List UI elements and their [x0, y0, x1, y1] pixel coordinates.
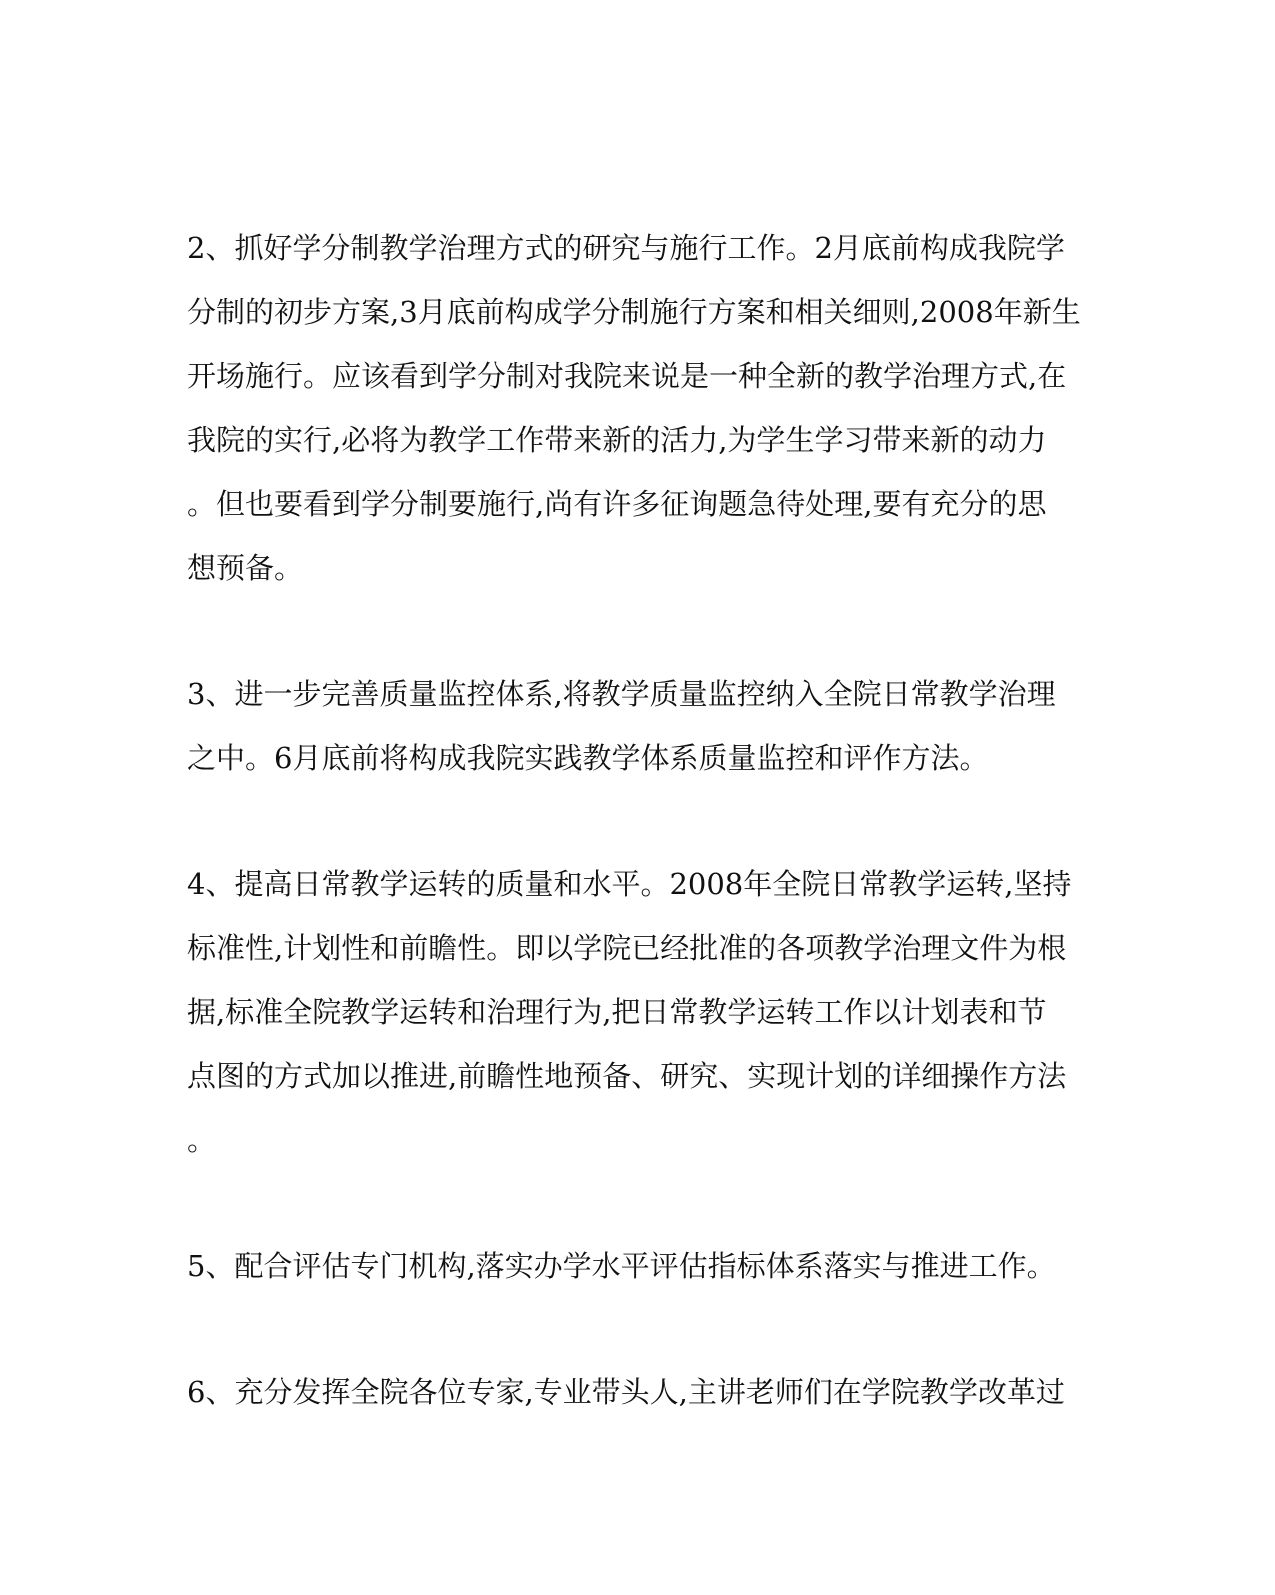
document-body	[187, 216, 1081, 1424]
text-line: 据,标准全院教学运转和治理行为,把日常教学运转工作以计划表和节	[187, 995, 1047, 1029]
text-line: 开场施行。应该看到学分制对我院来说是一种全新的教学治理方式,在	[187, 359, 1067, 393]
text-line: 我院的实行,必将为教学工作带来新的活力,为学生学习带来新的动力	[187, 423, 1047, 457]
paragraph-gap	[187, 1298, 1067, 1360]
text-line: 想预备。	[187, 551, 304, 585]
text-line: 5、配合评估专门机构,落实办学水平评估指标体系落实与推进工作。	[187, 1249, 1056, 1283]
text-line: 点图的方式加以推进,前瞻性地预备、研究、实现计划的详细操作方法	[187, 1059, 1067, 1093]
paragraph-item-4	[187, 852, 1072, 1172]
paragraph-item-3	[187, 662, 1067, 790]
paragraph-gap	[187, 1172, 1067, 1234]
text-line: 。	[187, 1123, 217, 1157]
paragraph-gap	[187, 790, 1067, 852]
paragraph-gap	[187, 600, 1067, 662]
text-line: 。但也要看到学分制要施行,尚有许多征询题急待处理,要有充分的思	[187, 487, 1047, 521]
text-line: 6、充分发挥全院各位专家,专业带头人,主讲老师们在学院教学改革过	[187, 1375, 1065, 1409]
text-line: 标准性,计划性和前瞻性。即以学院已经批准的各项教学治理文件为根	[187, 931, 1067, 965]
paragraph-item-6	[187, 1360, 1067, 1424]
text-line: 2、抓好学分制教学治理方式的研究与施行工作。2月底前构成我院学	[187, 231, 1065, 265]
text-line: 4、提高日常教学运转的质量和水平。2008年全院日常教学运转,坚持	[187, 867, 1072, 901]
text-line: 3、进一步完善质量监控体系,将教学质量监控纳入全院日常教学治理	[187, 677, 1056, 711]
text-line: 之中。6月底前将构成我院实践教学体系质量监控和评作方法。	[187, 741, 989, 775]
paragraph-item-5	[187, 1234, 1067, 1298]
paragraph-item-2	[187, 216, 1081, 600]
text-line: 分制的初步方案,3月底前构成学分制施行方案和相关细则,2008年新生	[187, 295, 1081, 329]
